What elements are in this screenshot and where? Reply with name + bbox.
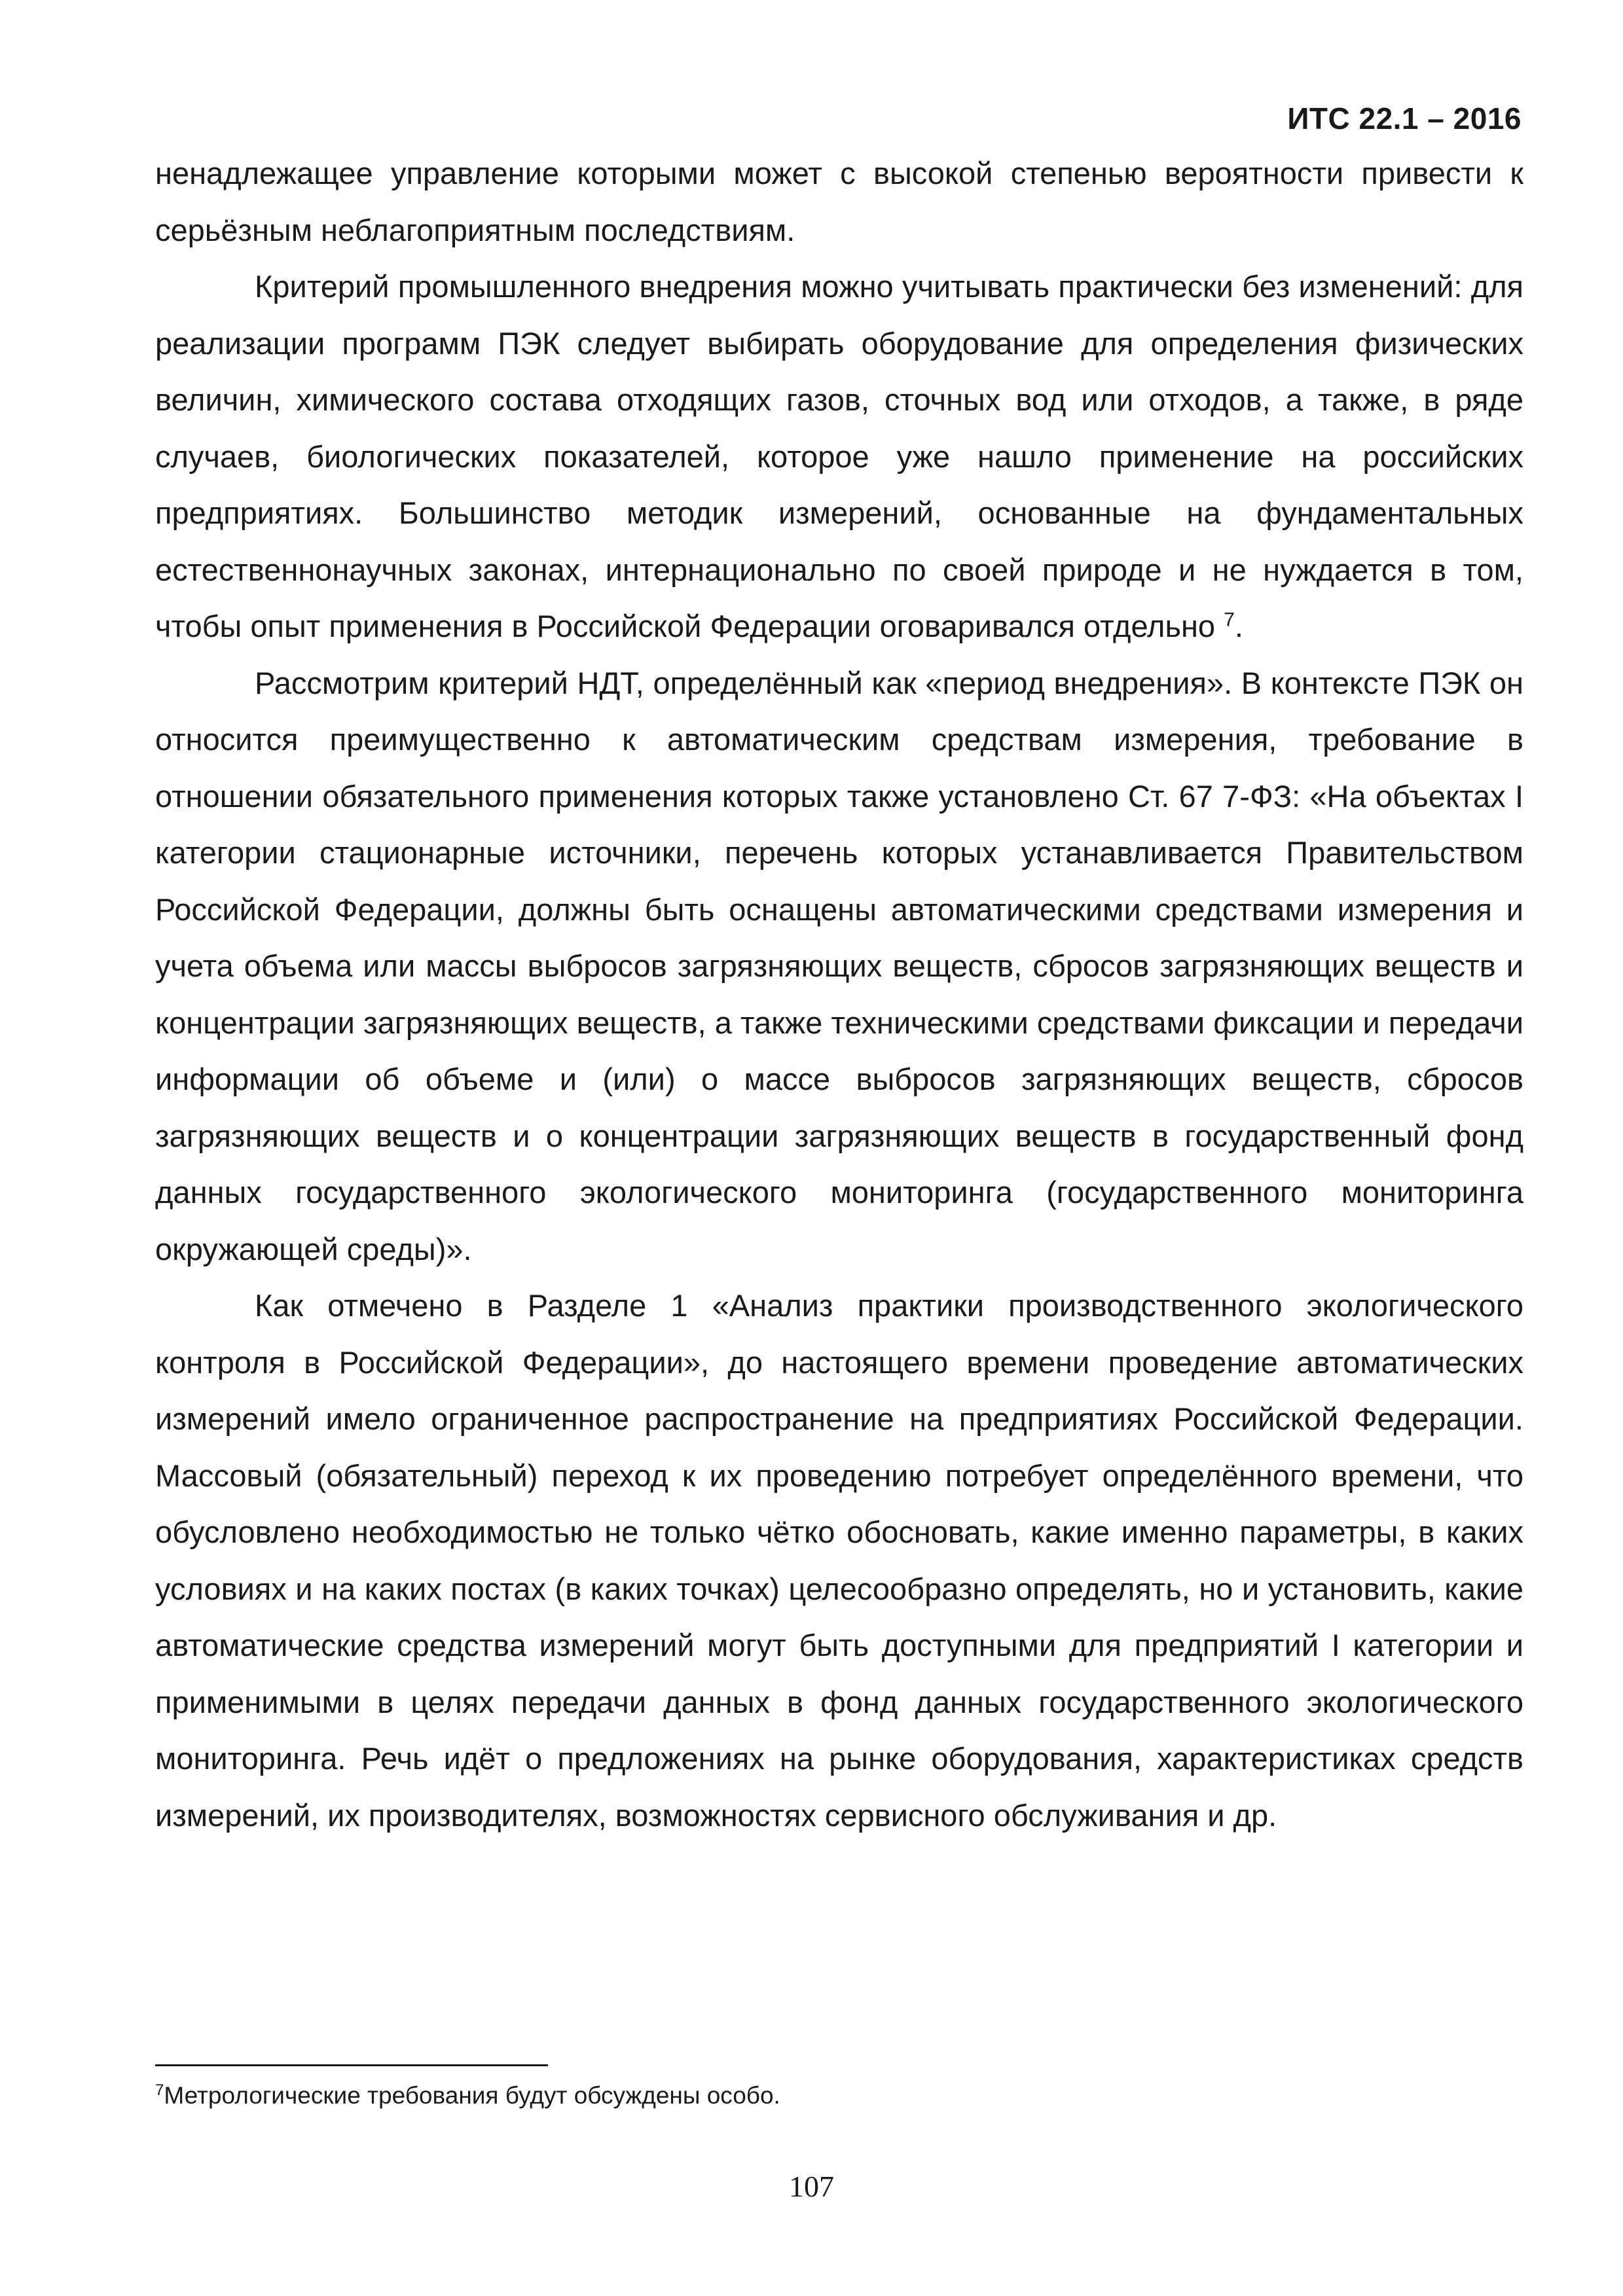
paragraph-continuation: ненадлежащее управление которыми может с высокой степенью вероятности привести к серьёзным неблагоприятным последствиям.	[155, 156, 1523, 247]
paragraph-automatic-measurements: Как отмечено в Разделе 1 «Анализ практики производственного экологического контроля в Российской Федерации», до настоящего времени проведение автоматических измерений имело ограниченное распространение на предприятиях Российской Федерации. Массовый (обязательный) переход к их проведению потребует определённого времени, что обусловлено необходимостью не только чётко обосновать, какие именно параметры, в каких условиях и на каких постах (в каких точках) целесообразно определять, но и установить, какие автоматические средства измерений могут быть доступными для предприятий I категории и применимыми в целях передачи данных в фонд данных государственного экологического мониторинга. Речь идёт о предложениях на рынке оборудования, характеристиках средств измерений, их производителях, возможностях сервисного обслуживания и др.	[155, 1288, 1523, 1833]
paragraph-industrial-criterion	[155, 259, 1523, 655]
footnote-separator	[155, 2064, 548, 2066]
body-text	[155, 145, 1523, 1844]
document-code-header: ИТС 22.1 – 2016	[1287, 101, 1522, 135]
paragraph-tail: .	[1234, 609, 1243, 643]
page-number: 107	[789, 2170, 834, 2203]
footnote-reference[interactable]: 7	[1224, 609, 1235, 631]
footnote-mark: 7	[155, 2081, 164, 2099]
paragraph-text: Критерий промышленного внедрения можно учитывать практически без изменений: для реализации программ ПЭК следует выбирать оборудование для определения физических величин, химического состава отходящих газов, сточных вод или отходов, а также, в ряде случаев, биологических показателей, которое уже нашло применение на российских предприятиях. Большинство методик измерений, основанные на фундаментальных естественнонаучных законах, интернационально по своей природе и не нуждается в том, чтобы опыт применения в Российской Федерации оговаривался отдельно	[155, 269, 1523, 643]
footnote	[155, 2081, 780, 2110]
paragraph-implementation-period: Рассмотрим критерий НДТ, определённый как «период внедрения». В контексте ПЭК он относится преимущественно к автоматическим средствам измерения, требование в отношении обязательного применения которых также установлено Ст. 67 7-ФЗ: «На объектах I категории стационарные источники, перечень которых устанавливается Правительством Российской Федерации, должны быть оснащены автоматическими средствами измерения и учета объема или массы выбросов загрязняющих веществ, сбросов загрязняющих веществ и концентрации загрязняющих веществ, а также техническими средствами фиксации и передачи информации об объеме и (или) о массе выбросов загрязняющих веществ, сбросов загрязняющих веществ и о концентрации загрязняющих веществ в государственный фонд данных государственного экологического мониторинга (государственного мониторинга окружающей среды)».	[155, 665, 1523, 1266]
footnote-text: Метрологические требования будут обсуждены особо.	[164, 2082, 780, 2109]
